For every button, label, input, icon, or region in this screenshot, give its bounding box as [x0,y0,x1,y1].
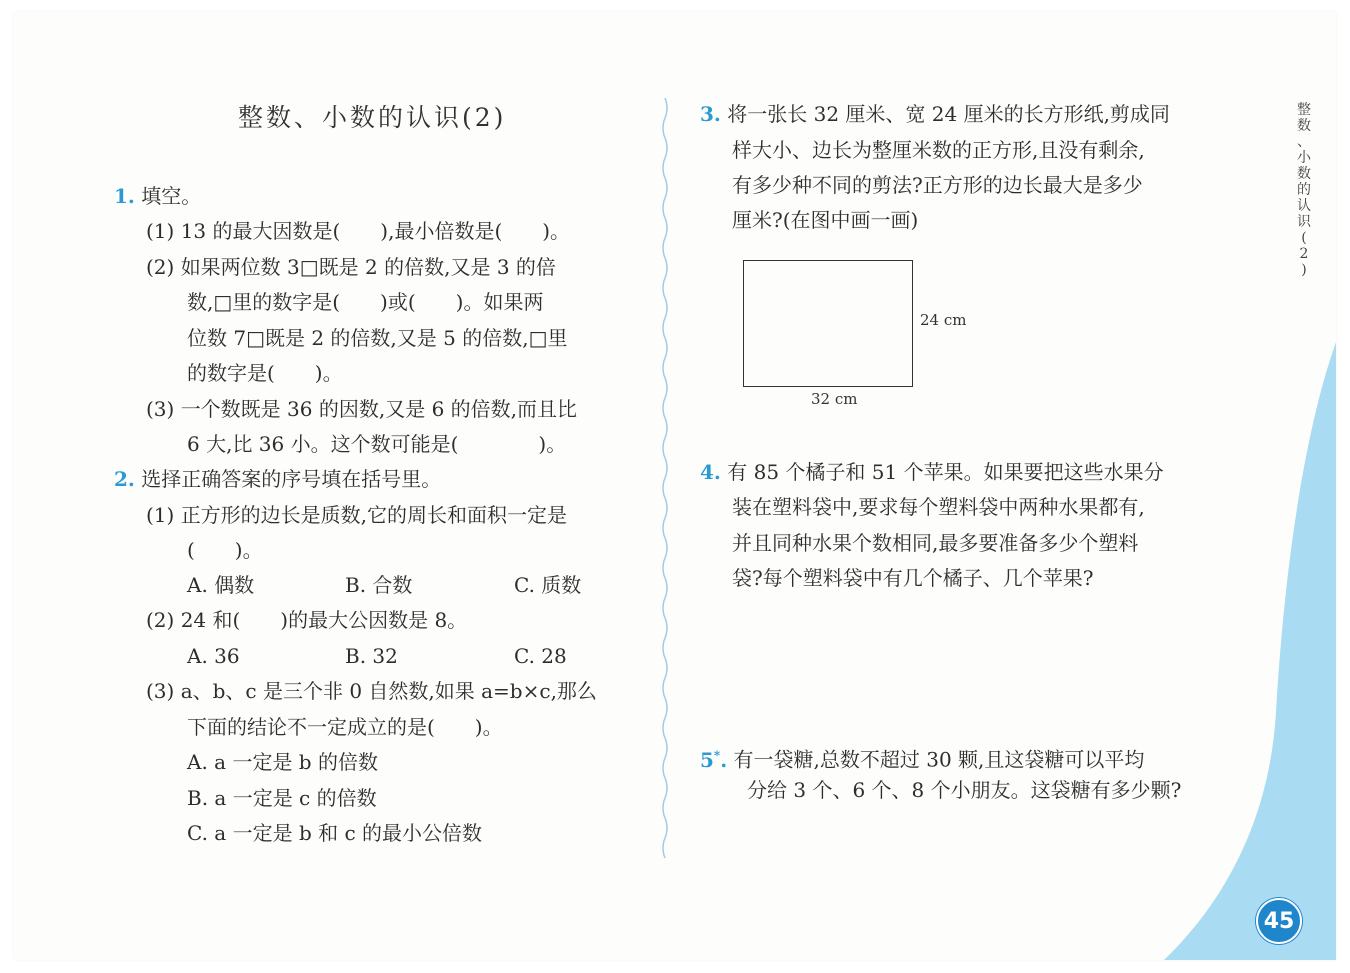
q3-line-3: 有多少种不同的剪法?正方形的边长最大是多少 [732,173,1143,197]
q4-line-3: 并且同种水果个数相同,最多要准备多少个塑料 [732,531,1139,555]
side-title-char: 数 [1297,166,1311,182]
side-title-char: 整 [1297,102,1311,118]
side-title-char: 数 [1297,118,1311,134]
q2-option-1b: B. 合数 [345,573,413,597]
q1-line-4: 位数 7□既是 2 的倍数,又是 5 的倍数,□里 [187,326,568,350]
q2-option-1a: A. 偶数 [187,573,255,597]
column-divider [660,98,670,868]
q3-line-4: 厘米?(在图中画一画) [732,208,919,232]
q2-heading-text: 选择正确答案的序号填在括号里。 [141,467,442,491]
q1-line-3: 数,□里的数字是( )或( )。如果两 [187,290,544,314]
q3-line-2: 样大小、边长为整厘米数的正方形,且没有剩余, [732,138,1145,162]
rectangle-width-label: 32 cm [811,390,858,408]
q2-option-3b: B. a 一定是 c 的倍数 [187,786,377,810]
q5-star-mark: * [713,748,721,762]
q2-option-3c: C. a 一定是 b 和 c 的最小公倍数 [187,821,483,845]
q2-line-3: (2) 24 和( )的最大公因数是 8。 [146,608,468,632]
q1-line-2: (2) 如果两位数 3□既是 2 的倍数,又是 3 的倍 [146,255,556,279]
q2-option-3a: A. a 一定是 b 的倍数 [187,750,378,774]
q5-number-digit: 5 [700,747,714,772]
q4-line-1-text: 有 85 个橘子和 51 个苹果。如果要把这些水果分 [727,460,1164,484]
side-title-char: 小 [1297,150,1311,166]
side-title-char: 识 [1297,214,1311,230]
side-title-char: 的 [1297,182,1311,198]
q4-number: 4. [700,460,721,484]
q2-line-2: ( )。 [187,538,263,562]
side-title-char: 2 [1299,246,1309,262]
rectangle-height-label: 24 cm [920,311,967,329]
q2-line-4: (3) a、b、c 是三个非 0 自然数,如果 a=b×c,那么 [146,679,597,703]
side-chapter-title [1294,102,1314,278]
q2-heading [114,461,441,497]
q3-line-1 [700,96,1170,132]
q1-line-6: (3) 一个数既是 36 的因数,又是 6 的倍数,而且比 [146,397,578,421]
q2-line-1: (1) 正方形的边长是质数,它的周长和面积一定是 [146,503,568,527]
q4-line-1 [700,454,1164,490]
q1-heading-text: 填空。 [141,184,202,208]
q2-option-2c: C. 28 [514,644,567,668]
q4-line-2: 装在塑料袋中,要求每个塑料袋中两种水果都有, [732,495,1145,519]
q3-line-1-text: 将一张长 32 厘米、宽 24 厘米的长方形纸,剪成同 [727,102,1170,126]
side-title-char: ) [1301,262,1307,278]
q3-number: 3. [700,102,721,126]
side-title-char: ( [1301,230,1307,246]
q1-line-1: (1) 13 的最大因数是( ),最小倍数是( )。 [146,219,571,243]
q4-line-4: 袋?每个塑料袋中有几个橘子、几个苹果? [732,566,1094,590]
q2-option-1c: C. 质数 [514,573,582,597]
q5-number-dot: . [720,747,728,772]
q2-option-2a: A. 36 [187,644,240,668]
q5-line-2: 分给 3 个、6 个、8 个小朋友。这袋糖有多少颗? [747,778,1182,802]
q2-number: 2. [114,467,135,491]
rectangle-figure [743,260,913,387]
side-title-char: 认 [1297,198,1311,214]
q5-line-1-text: 有一袋糖,总数不超过 30 颗,且这袋糖可以平均 [733,747,1145,772]
q1-line-5: 的数字是( )。 [187,361,343,385]
q1-line-7: 6 大,比 36 小。这个数可能是( )。 [187,432,567,456]
q5-number [700,748,727,772]
q1-number: 1. [114,184,135,208]
page-title: 整数、小数的认识(2) [238,103,507,132]
q2-line-5: 下面的结论不一定成立的是( )。 [187,715,503,739]
workbook-page [14,12,1336,960]
side-title-char: 、 [1297,134,1311,150]
q2-option-2b: B. 32 [345,644,398,668]
q1-heading [114,178,201,214]
page-number-badge: 45 [1256,898,1302,944]
